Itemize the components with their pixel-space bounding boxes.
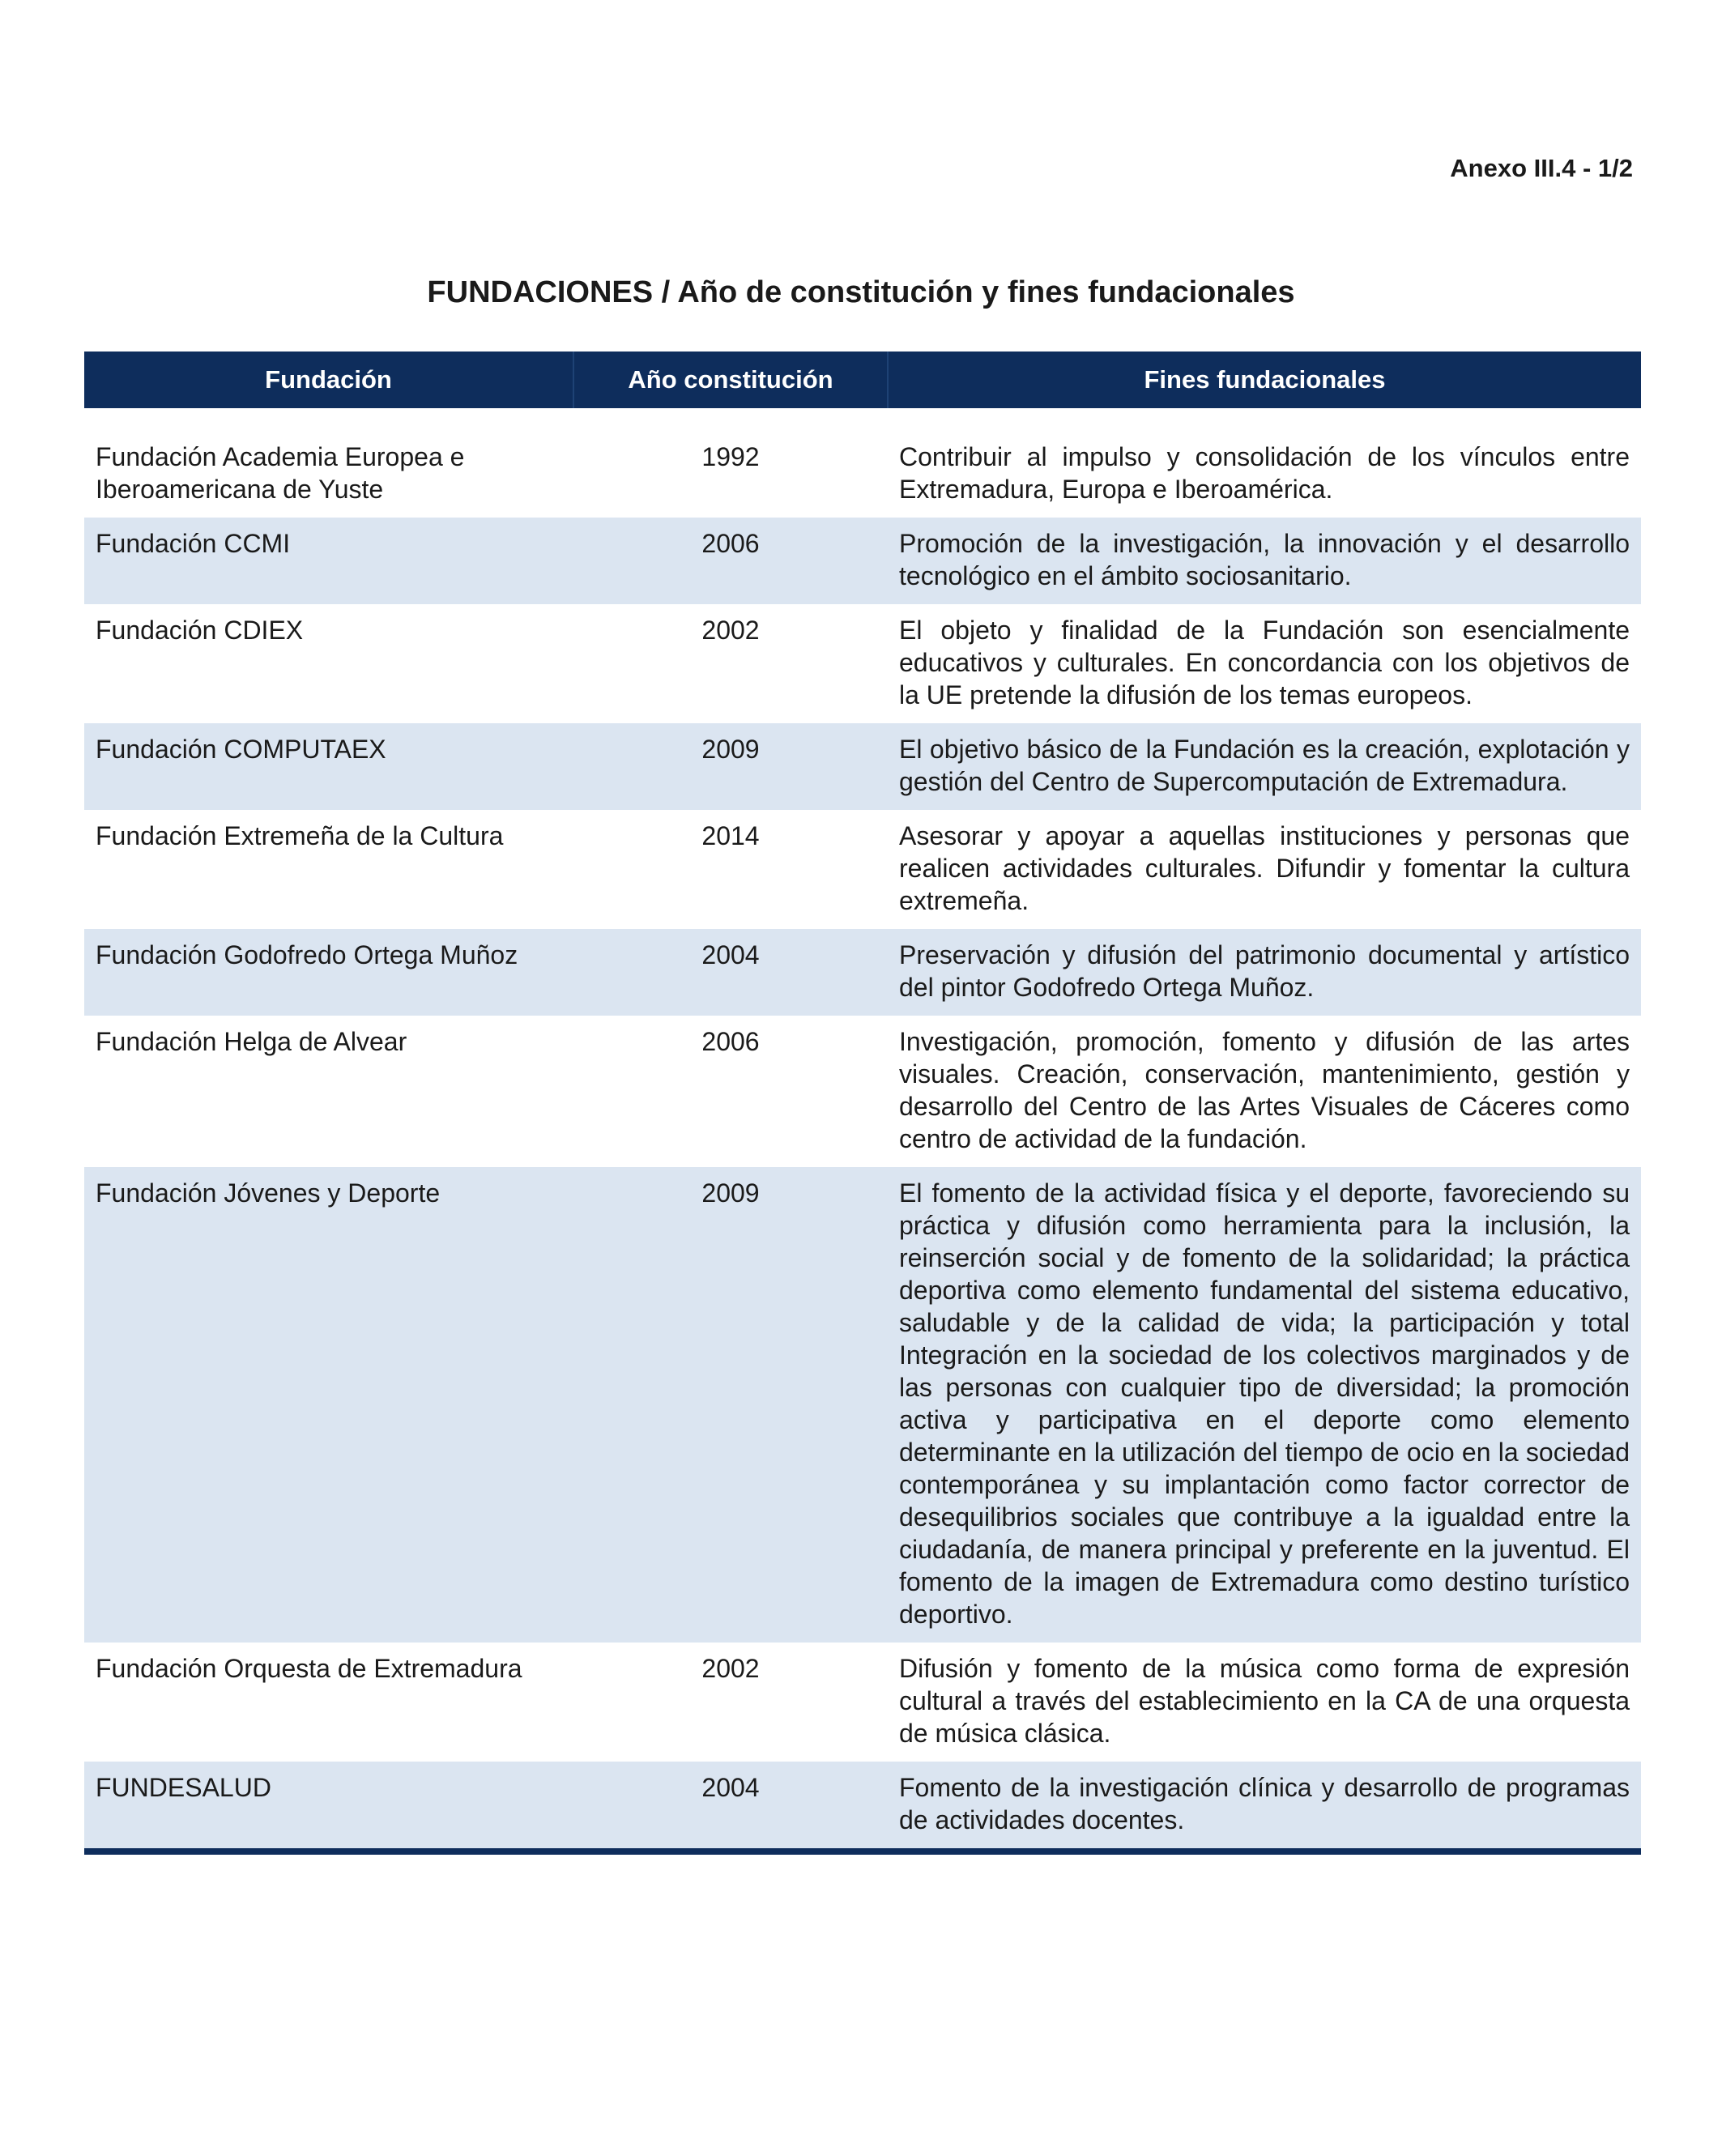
table-row [84, 1643, 1641, 1762]
foundation-year: 1992 [701, 442, 760, 471]
foundation-aims: El objetivo básico de la Fundación es la creación, explotación y gestión del Centro de Supercomputación de Extremadura. [888, 723, 1641, 810]
table-row [84, 810, 1641, 929]
table-row [84, 518, 1641, 604]
foundation-name: Fundación Extremeña de la Cultura [96, 821, 504, 850]
foundation-name: Fundación Jóvenes y Deporte [84, 1167, 573, 1643]
foundation-name: Fundación Orquesta de Extremadura [96, 1654, 522, 1683]
table-row [84, 604, 1641, 723]
foundation-year: 2006 [701, 1027, 760, 1056]
foundation-year: 2002 [701, 616, 760, 645]
foundation-aims: Promoción de la investigación, la innovación y el desarrollo tecnológico en el ámbito sociosanitario. [888, 518, 1641, 604]
foundation-year: 2006 [573, 518, 888, 604]
foundation-year: 2004 [573, 929, 888, 1016]
foundation-name: Fundación CDIEX [96, 616, 304, 645]
table-row [84, 1762, 1641, 1848]
foundation-name: Fundación COMPUTAEX [84, 723, 573, 810]
foundations-table [84, 352, 1641, 1855]
foundation-aims: Difusión y fomento de la música como forma de expresión cultural a través del establecimiento en la CA de una orquesta de música clásica. [899, 1654, 1630, 1748]
foundation-name: Fundación CCMI [84, 518, 573, 604]
table-row [84, 1167, 1641, 1643]
table-row [84, 408, 1641, 518]
annex-label: Anexo III.4 - 1/2 [1450, 154, 1633, 182]
table-bottom-rule [84, 1848, 1641, 1855]
foundation-name: Fundación Academia Europea e Iberoamericana de Yuste [96, 442, 465, 504]
foundation-year: 2004 [573, 1762, 888, 1848]
table-header-row [84, 352, 1641, 408]
page-title: FUNDACIONES / Año de constitución y fines fundacionales [427, 275, 1295, 309]
foundation-aims: Preservación y difusión del patrimonio documental y artístico del pintor Godofredo Ortega Muñoz. [888, 929, 1641, 1016]
table-row [84, 723, 1641, 810]
foundation-aims: Fomento de la investigación clínica y desarrollo de programas de actividades docentes. [888, 1762, 1641, 1848]
foundation-year: 2009 [573, 1167, 888, 1643]
column-header-foundation: Fundación [84, 352, 573, 408]
table-row [84, 929, 1641, 1016]
table-row [84, 1016, 1641, 1167]
column-header-year: Año constitución [573, 352, 888, 408]
foundation-year: 2014 [701, 821, 760, 850]
foundation-name: Fundación Helga de Alvear [96, 1027, 407, 1056]
foundation-aims: Investigación, promoción, fomento y difusión de las artes visuales. Creación, conservación, mantenimiento, gestión y desarrollo del Centro de las Artes Visuales de Cáceres como centro de actividad de la fundación. [899, 1027, 1630, 1153]
foundation-aims: Contribuir al impulso y consolidación de los vínculos entre Extremadura, Europa e Iberoamérica. [899, 442, 1630, 504]
foundation-year: 2002 [701, 1654, 760, 1683]
foundation-name: FUNDESALUD [84, 1762, 573, 1848]
foundation-aims: El objeto y finalidad de la Fundación son esencialmente educativos y culturales. En concordancia con los objetivos de la UE pretende la difusión de los temas europeos. [899, 616, 1630, 709]
foundation-year: 2009 [573, 723, 888, 810]
column-header-aims: Fines fundacionales [888, 352, 1641, 408]
foundation-aims: Asesorar y apoyar a aquellas instituciones y personas que realicen actividades culturales. Difundir y fomentar la cultura extremeña. [899, 821, 1630, 915]
foundation-name: Fundación Godofredo Ortega Muñoz [84, 929, 573, 1016]
foundation-aims: El fomento de la actividad física y el deporte, favoreciendo su práctica y difusión como herramienta para la inclusión, la reinserción social y de fomento de la solidaridad; la práctica deportiva como elemento fundamental del sistema educativo, saludable y de la calidad de vida; la participación y total Integración en la sociedad de los colectivos marginados y de las personas con cualquier tipo de diversidad; la promoción activa y participativa en el deporte como elemento determinante en la utilización del tiempo de ocio en la sociedad contemporánea y su implantación como factor corrector de desequilibrios sociales que contribuye a la igualdad entre la ciudadanía, de manera principal y preferente en la juventud. El fomento de la imagen de Extremadura como destino turístico deportivo. [888, 1167, 1641, 1643]
